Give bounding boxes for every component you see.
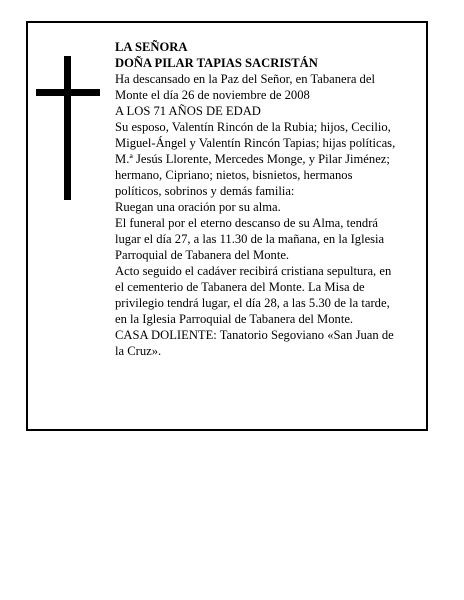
text-line: hermano, Cipriano; nietos, bisnietos, hermanos (115, 168, 353, 182)
text-line: Ha descansado en la Paz del Señor, en Tabanera del (115, 72, 375, 86)
text-line: Su esposo, Valentín Rincón de la Rubia; hijos, Cecilio, (115, 120, 391, 134)
text-line: Monte el día 26 de noviembre de 2008 (115, 88, 310, 102)
obituary-text (115, 39, 423, 359)
text-line: Acto seguido el cadáver recibirá cristiana sepultura, en (115, 264, 392, 278)
text-line: Ruegan una oración por su alma. (115, 200, 281, 214)
text-line: el cementerio de Tabanera del Monte. La Misa de (115, 280, 365, 294)
obituary-heading: LA SEÑORA (115, 40, 188, 54)
text-line: políticos, sobrinos y demás familia: (115, 184, 295, 198)
text-line: M.ª Jesús Llorente, Mercedes Monge, y Pilar Jiménez; (115, 152, 390, 166)
age-line: A LOS 71 AÑOS DE EDAD (115, 104, 261, 118)
text-line: CASA DOLIENTE: Tanatorio Segoviano «San Juan de (115, 328, 394, 342)
cross-vertical-bar (64, 56, 71, 200)
deceased-name: DOÑA PILAR TAPIAS SACRISTÁN (115, 56, 318, 70)
text-line: en la Iglesia Parroquial de Tabanera del Monte. (115, 312, 354, 326)
cross-horizontal-bar (36, 89, 100, 96)
cross-icon (36, 56, 100, 200)
text-line: la Cruz». (115, 344, 162, 358)
text-line: Miguel-Ángel y Valentín Rincón Tapias; hijas políticas, (115, 136, 396, 150)
obituary-notice (26, 21, 428, 431)
text-line: Parroquial de Tabanera del Monte. (115, 248, 290, 262)
text-line: El funeral por el eterno descanso de su Alma, tendrá (115, 216, 378, 230)
text-line: privilegio tendrá lugar, el día 28, a las 5.30 de la tarde, (115, 296, 390, 310)
text-line: lugar el día 27, a las 11.30 de la mañana, en la Iglesia (115, 232, 385, 246)
